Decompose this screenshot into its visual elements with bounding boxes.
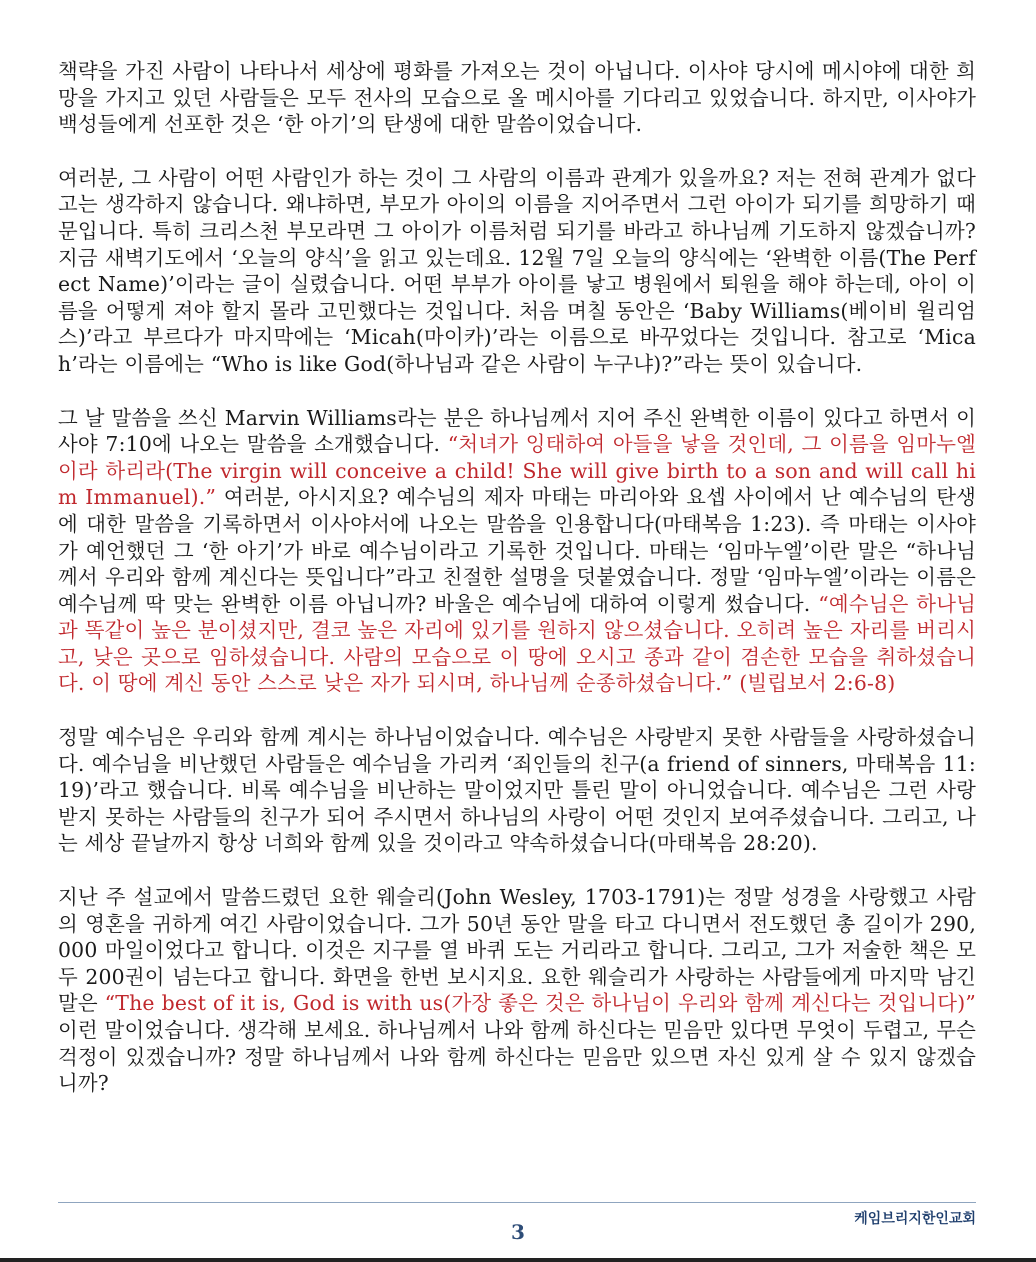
scripture-quote: (빌립보서 2:6-8) (732, 671, 896, 696)
page-number: 3 (511, 1220, 525, 1244)
paragraph-text: 이런 말이었습니다. 생각해 보세요. 하나님께서 나와 함께 하신다는 믿음만 있다면 무엇이 두렵고, 무슨 걱정이 있겠습니까? 정말 하나님께서 나와 함께 하신다는 믿음만 있으면 자신 있게 살 수 있지 않겠습니까? (58, 1018, 976, 1096)
paragraph-text: 지난 주 설교에서 말씀드렸던 요한 웨슬리(John Wesley, 1703-1791)는 정말 성경을 사랑했고 사람의 영혼을 귀하게 여긴 사람이었습니다. 그가 50년 동안 말을 타고 다니면서 전도했던 총 길이가 290,000 마일이었다고 합니다. 이것은 지구를 열 바퀴 도는 거리라고 합니다. 그리고, 그가 저술한 책은 모두 200권이 넘는다고 합니다. 화면을 한번 보시지요. 요한 웨슬리가 사랑하는 사람들에게 마지막 남긴 말은 (58, 885, 976, 1016)
scripture-quote: “예수님은 하나님과 똑같이 높은 분이셨지만, 결코 높은 자리에 있기를 원하지 않으셨습니다. 오히려 높은 자리를 버리시고, 낮은 곳으로 임하셨습니다. 사람의 모습으로 이 땅에 오시고 종과 같이 겸손한 모습을 취하셨습니다. 이 땅에 계신 동안 스스로 낮은 자가 되시며, 하나님께 순종하셨습니다.” (58, 591, 976, 696)
document-body (58, 58, 976, 1124)
church-name: 케임브리지한인교회 (854, 1211, 976, 1227)
paragraph-2 (58, 165, 976, 378)
footer-divider (58, 1202, 976, 1203)
scripture-quote: “The best of it is, God is with us(가장 좋은 것은 하나님이 우리와 함께 계신다는 것입니다)” (104, 991, 976, 1016)
paragraph-5 (58, 884, 976, 1097)
paragraph-text: 여러분, 그 사람이 어떤 사람인가 하는 것이 그 사람의 이름과 관계가 있을까요? 저는 전혀 관계가 없다고는 생각하지 않습니다. 왜냐하면, 부모가 아이의 이름을 지어주면서 그런 아이가 되기를 희망하기 때문입니다. 특히 크리스천 부모라면 그 아이가 이름처럼 되기를 바라고 하나님께 기도하지 않겠습니까? 지금 새벽기도에서 ‘오늘의 양식’을 읽고 있는데요. 12월 7일 오늘의 양식에는 ‘완벽한 이름(The Perfect Name)’이라는 글이 실렸습니다. 어떤 부부가 아이를 낳고 병원에서 퇴원을 해야 하는데, 아이 이름을 어떻게 져야 할지 몰라 고민했다는 것입니다. 처음 며칠 동안은 ‘Baby Williams(베이비 윌리엄스)’라고 부르다가 마지막에는 ‘Micah(마이카)’라는 이름으로 바꾸었다는 것입니다. 참고로 ‘Micah’라는 이름에는 “Who is like God(하나님과 같은 사람이 누구냐)?”라는 뜻이 있습니다. (58, 165, 976, 376)
paragraph-text: 그 날 말씀을 쓰신 Marvin Williams라는 분은 하나님께서 지어 주신 완벽한 이름이 있다고 하면서 이사야 7:10에 나오는 말씀을 소개했습니다. (58, 405, 976, 457)
bottom-border (0, 1258, 1036, 1262)
paragraph-text: 책략을 가진 사람이 나타나서 세상에 평화를 가져오는 것이 아닙니다. 이사야 당시에 메시야에 대한 희망을 가지고 있던 사람들은 모두 전사의 모습으로 올 메시아를 기다리고 있었습니다. 하지만, 이사야가 백성들에게 선포한 것은 ‘한 아기’의 탄생에 대한 말씀이었습니다. (58, 59, 976, 137)
paragraph-text: 정말 예수님은 우리와 함께 계시는 하나님이었습니다. 예수님은 사랑받지 못한 사람들을 사랑하셨습니다. 예수님을 비난했던 사람들은 예수님을 가리켜 ‘죄인들의 친구(a friend of sinners, 마태복음 11:19)’라고 했습니다. 비록 예수님을 비난하는 말이었지만 틀린 말이 아니었습니다. 예수님은 그런 사랑받지 못하는 사람들의 친구가 되어 주시면서 하나님의 사랑이 어떤 것인지 보여주셨습니다. 그리고, 나는 세상 끝날까지 항상 너희와 함께 있을 것이라고 약속하셨습니다(마태복음 28:20). (58, 725, 976, 856)
paragraph-4 (58, 724, 976, 857)
paragraph-3 (58, 405, 976, 698)
paragraph-1 (58, 58, 976, 138)
scripture-quote: “처녀가 잉태하여 아들을 낳을 것인데, 그 이름을 임마누엘이라 하리라(The virgin will conceive a child! She will give birth to a son and will call him Immanuel).” (58, 432, 976, 510)
paragraph-text: 여러분, 아시지요? 예수님의 제자 마태는 마리아와 요셉 사이에서 난 예수님의 탄생에 대한 말씀을 기록하면서 이사야서에 나오는 말씀을 인용합니다(마태복음 1:23). 즉 마태는 이사야가 예언했던 그 ‘한 아기’가 바로 예수님이라고 기록한 것입니다. 마태는 ‘임마누엘’이란 말은 “하나님께서 우리와 함께 계신다는 뜻입니다”라고 친절한 설명을 덧붙였습니다. 정말 ‘임마누엘’이라는 이름은 예수님께 딱 맞는 완벽한 이름 아닙니까? 바울은 예수님에 대하여 이렇게 썼습니다. (58, 485, 977, 616)
